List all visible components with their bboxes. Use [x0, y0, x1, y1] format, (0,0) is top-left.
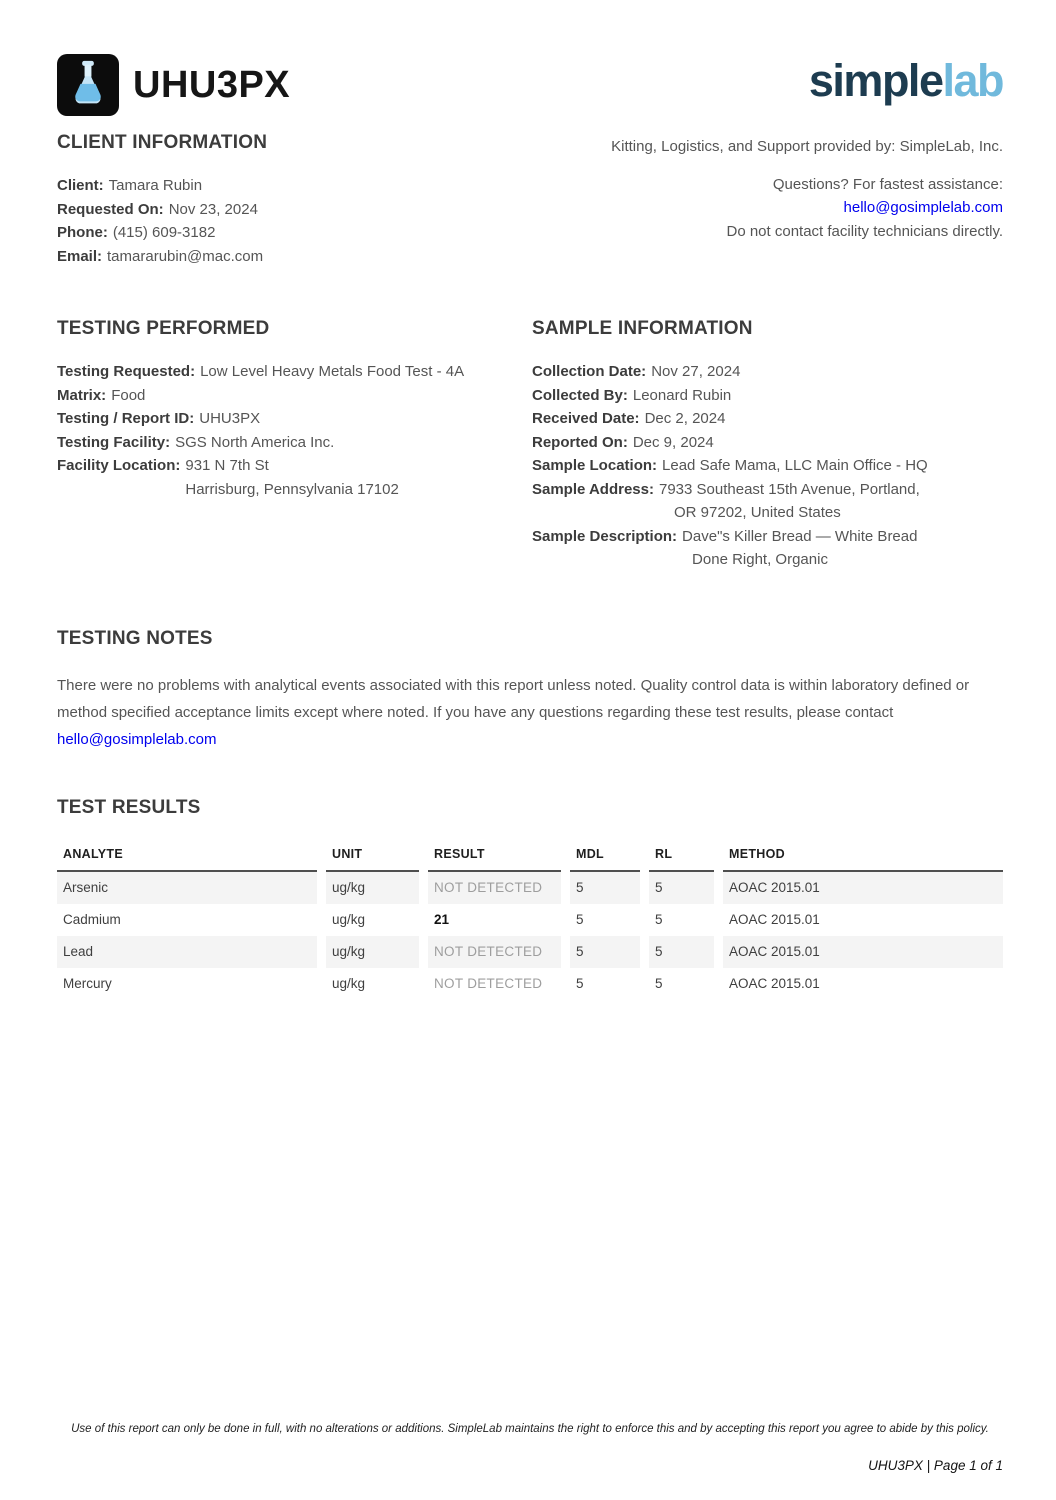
report-id-title: UHU3PX	[133, 63, 291, 106]
testing-performed-section	[57, 318, 505, 572]
unit-cell: ug/kg	[332, 975, 366, 991]
field-label: Reported On:	[532, 433, 628, 451]
test-results-section	[57, 797, 1003, 1000]
field-label: Email:	[57, 247, 103, 265]
analyte-cell: Mercury	[63, 975, 112, 991]
unit-cell: ug/kg	[332, 911, 366, 927]
simplelab-logo	[808, 55, 1003, 106]
testing-notes-body: There were no problems with analytical events associated with this report unless noted. Quality control data is within laboratory defined or method specified acceptance limits except where noted. If you have any questions regarding these test results, please contact hello@gosimplelab.com	[57, 676, 970, 748]
simplelab-logo-simple: simple	[808, 55, 943, 106]
sample-field	[532, 407, 1003, 431]
field-label: Collected By:	[532, 386, 628, 404]
mdl-cell: 5	[576, 911, 584, 927]
testing-field	[57, 431, 505, 455]
provided-by-text: Kitting, Logistics, and Support provided by: SimpleLab, Inc.	[611, 138, 1003, 155]
column-header-result: RESULT	[428, 847, 561, 872]
support-info-section	[611, 135, 1003, 268]
column-header-analyte: ANALYTE	[57, 847, 317, 872]
sample-field	[532, 360, 1003, 384]
field-value: Dec 9, 2024	[632, 433, 714, 451]
result-cell: 21	[434, 911, 450, 927]
results-table	[57, 847, 1003, 1000]
field-label: Received Date:	[532, 410, 640, 427]
field-value: SGS North America Inc.	[175, 433, 335, 451]
results-table-body	[57, 872, 1003, 1000]
rl-cell: 5	[655, 911, 663, 927]
field-label: Matrix:	[57, 386, 107, 404]
field-value: 931 N 7th St Harrisburg, Pennsylvania 17102	[185, 457, 399, 498]
result-cell: NOT DETECTED	[428, 936, 561, 968]
field-value: Nov 23, 2024	[168, 200, 258, 218]
report-brand	[57, 54, 290, 116]
analyte-cell: Lead	[57, 936, 317, 968]
column-header-mdl: MDL	[570, 847, 640, 872]
client-field	[57, 198, 267, 222]
testing-field	[57, 407, 505, 431]
results-table-header	[57, 847, 1003, 872]
page-number: UHU3PX | Page 1 of 1	[868, 1458, 1003, 1473]
sample-field	[532, 454, 1003, 478]
table-row	[57, 936, 1003, 968]
field-label: Requested On:	[57, 200, 164, 218]
field-value: Dec 2, 2024	[644, 410, 726, 427]
field-value: Low Level Heavy Metals Food Test - 4A	[200, 363, 465, 380]
field-label: Sample Location:	[532, 457, 658, 474]
mdl-cell: 5	[576, 975, 584, 991]
result-cell: NOT DETECTED	[434, 975, 543, 991]
field-label: Collection Date:	[532, 363, 647, 380]
report-header	[57, 54, 1003, 116]
simplelab-logo-lab: lab	[942, 55, 1003, 106]
field-value: Food	[111, 386, 146, 404]
client-field	[57, 221, 267, 245]
testing-field	[57, 384, 505, 408]
field-value: Tamara Rubin	[108, 177, 203, 194]
field-label: Testing Facility:	[57, 433, 171, 451]
flask-logo	[57, 54, 119, 116]
policy-text: Use of this report can only be done in full, with no alterations or additions. SimpleLab maintains the right to enforce this and by accepting this report you agree to abide by this policy.	[71, 1423, 989, 1435]
client-email-link[interactable]: tamararubin@mac.com	[107, 247, 264, 265]
support-email-link[interactable]: hello@gosimplelab.com	[843, 199, 1003, 216]
analyte-cell: Arsenic	[57, 872, 317, 904]
testing-field	[57, 360, 505, 384]
field-value: Leonard Rubin	[632, 386, 732, 404]
testing-field	[57, 454, 505, 501]
column-header-method: METHOD	[723, 847, 1003, 872]
analyte-cell: Cadmium	[63, 911, 121, 927]
column-header-unit: UNIT	[326, 847, 419, 872]
field-value: (415) 609-3182	[112, 224, 216, 241]
field-label: Client:	[57, 177, 104, 194]
testing-notes-section	[57, 628, 1003, 753]
client-information-section	[57, 132, 267, 268]
testing-notes-heading: TESTING NOTES	[57, 627, 213, 649]
field-label: Sample Address:	[532, 480, 654, 498]
unit-cell: ug/kg	[326, 936, 419, 968]
sample-information-section	[532, 318, 1003, 572]
notes-email-link[interactable]: hello@gosimplelab.com	[57, 730, 217, 748]
field-label: Facility Location:	[57, 457, 181, 474]
sample-field	[532, 478, 1003, 525]
client-field	[57, 245, 267, 269]
sample-information-heading: SAMPLE INFORMATION	[532, 318, 753, 339]
table-row	[57, 872, 1003, 904]
testing-performed-heading: TESTING PERFORMED	[57, 318, 270, 339]
no-contact-text: Do not contact facility technicians directly.	[726, 222, 1003, 240]
method-cell: AOAC 2015.01	[729, 911, 820, 927]
mdl-cell: 5	[570, 936, 640, 968]
method-cell: AOAC 2015.01	[729, 975, 820, 991]
report-footer	[57, 1423, 1003, 1473]
test-results-heading: TEST RESULTS	[57, 796, 201, 818]
table-row	[57, 968, 1003, 1000]
sample-field	[532, 431, 1003, 455]
intro-section	[57, 132, 1003, 268]
method-cell: AOAC 2015.01	[723, 872, 1003, 904]
unit-cell: ug/kg	[326, 872, 419, 904]
method-cell: AOAC 2015.01	[723, 936, 1003, 968]
field-value: Dave"s Killer Bread — White Bread Done Right, Organic	[682, 527, 918, 568]
column-header-rl: RL	[649, 847, 714, 872]
rl-cell: 5	[649, 936, 714, 968]
table-row	[57, 904, 1003, 936]
field-value: UHU3PX	[199, 410, 261, 427]
field-value: Nov 27, 2024	[651, 363, 741, 380]
field-label: Testing / Report ID:	[57, 410, 195, 427]
sample-field	[532, 384, 1003, 408]
field-value: Lead Safe Mama, LLC Main Office - HQ	[662, 457, 928, 474]
field-label: Testing Requested:	[57, 363, 196, 380]
flask-icon	[68, 59, 108, 112]
client-information-heading: CLIENT INFORMATION	[57, 132, 268, 153]
mdl-cell: 5	[570, 872, 640, 904]
result-cell: NOT DETECTED	[428, 872, 561, 904]
sample-field	[532, 525, 1003, 572]
details-section	[57, 318, 1003, 572]
field-label: Sample Description:	[532, 527, 678, 545]
field-value: 7933 Southeast 15th Avenue, Portland, OR 97202, United States	[659, 480, 920, 521]
questions-text: Questions? For fastest assistance:	[772, 175, 1003, 193]
field-label: Phone:	[57, 224, 108, 241]
client-field	[57, 174, 267, 198]
rl-cell: 5	[655, 975, 663, 991]
rl-cell: 5	[649, 872, 714, 904]
